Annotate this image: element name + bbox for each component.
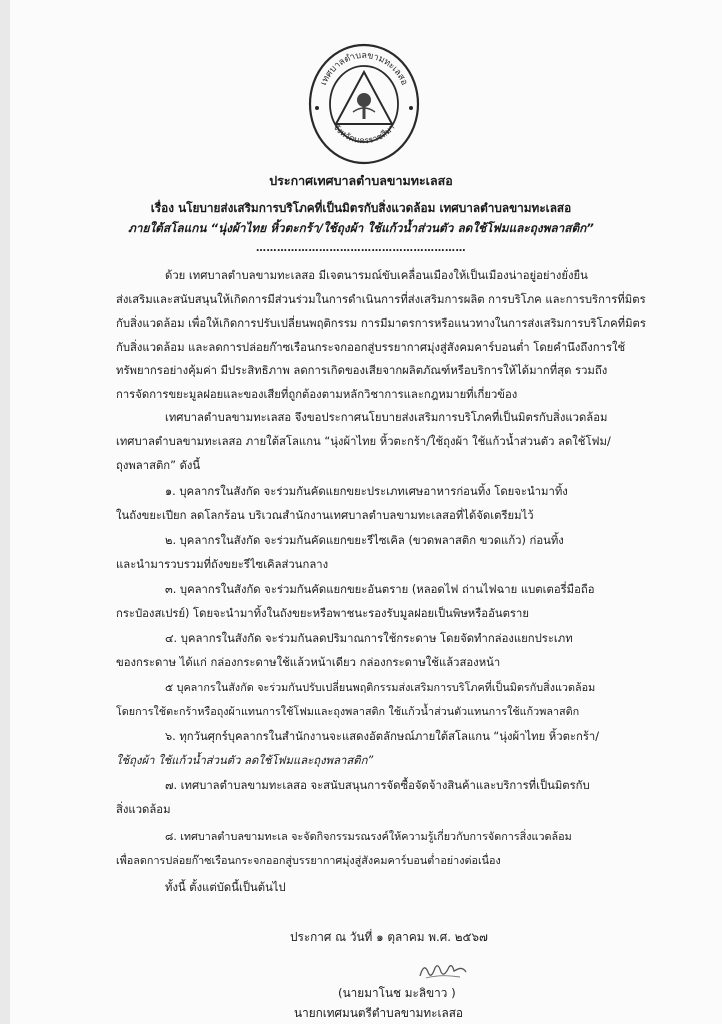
policy-item-4-cont: ของกระดาษ ได้แก่ กล่องกระดาษใช้แล้วหน้าเดียว กล่องกระดาษใช้แล้วสองหน้า (116, 656, 501, 669)
subject-line-1: เรื่อง นโยบายส่งเสริมการบริโภคที่เป็นมิตรกับสิ่งแวดล้อม เทศบาลตำบลขามทะเลสอ (150, 201, 572, 215)
seal-top-text: เทศบาลตำบลขามทะเลสอ (319, 50, 409, 87)
policy-item-3: ๓. บุคลากรในสังกัด จะร่วมกันคัดแยกขยะอันตราย (หลอดไฟ ถ่านไฟฉาย แบตเตอรี่มือถือ (165, 583, 595, 596)
policy-item-6: ๖. ทุกวันศุกร์บุคลากรในสำนักงานจะแสดงอัตลักษณ์ภายใต้สโลแกน “นุ่งผ้าไทย หิ้วตะกร้า/ (165, 730, 600, 743)
policy-item-3-cont: กระป๋องสเปรย์) โดยจะนำมาทิ้งในถังขยะหรือพาชนะรองรับมูลฝอยเป็นพิษหรืออันตราย (116, 607, 529, 620)
effective-statement: ทั้งนี้ ตั้งแต่บัดนี้เป็นต้นไป (165, 881, 286, 894)
scan-edge (0, 0, 10, 1024)
municipal-seal (307, 42, 421, 166)
policy-item-4: ๔. บุคลากรในสังกัด จะร่วมกันลดปริมาณการใช้กระดาษ โดยจัดทำกล่องแยกประเภท (165, 632, 573, 645)
policy-item-2: ๒. บุคลากรในสังกัด จะร่วมกันคัดแยกขยะรีไซเคิล (ขวดพลาสติก ขวดแก้ว) ก่อนทิ้ง (165, 534, 564, 547)
policy-item-5-cont: โดยการใช้ตะกร้าหรือถุงผ้าแทนการใช้โฟมและถุงพลาสติก ใช้แก้วน้ำส่วนตัวแทนการใช้แก้วพลาสติก (116, 705, 580, 718)
signer-name: (นายมาโนช มะลิขาว ) (338, 986, 456, 1000)
policy-line: เทศบาลตำบลขามทะเลสอ ภายใต้สโลแกน “นุ่งผ้าไทย หิ้วตะกร้า/ใช้ถุงผ้า ใช้แก้วน้ำส่วนตัว ลดใช้โฟม/ (116, 435, 611, 448)
policy-item-2-cont: และนำมารวบรวมที่ถังขยะรีไซเคิลส่วนกลาง (116, 558, 329, 571)
signer-title: นายกเทศมนตรีตำบลขามทะเลสอ (294, 1006, 464, 1020)
header-divider: …………………………………………………… (256, 243, 466, 254)
intro-line: ทรัพยากรอย่างคุ้มค่า มีประสิทธิภาพ ลดการเกิดของเสียจากผลิตภัณฑ์หรือบริการให้ได้มากที่สุด รวมถึง (116, 364, 608, 377)
intro-line: การจัดการขยะมูลฝอยและของเสียที่ถูกต้องตามหลักวิชาการและกฎหมายที่เกี่ยวข้อง (116, 388, 518, 401)
policy-item-7: ๗. เทศบาลตำบลขามทะเลสอ จะสนับสนุนการจัดซื้อจัดจ้างสินค้าและบริการที่เป็นมิตรกับ (165, 779, 590, 792)
subject-line-2: ภายใต้สโลแกน “นุ่งผ้าไทย หิ้วตะกร้า/ใช้ถุงผ้า ใช้แก้วน้ำส่วนตัว ลดใช้โฟมและถุงพลาสติก” (128, 221, 594, 235)
policy-line: เทศบาลตำบลขามทะเลสอ จึงขอประกาศนโยบายส่งเสริมการบริโภคที่เป็นมิตรกับสิ่งแวดล้อม (165, 411, 608, 424)
policy-line: ถุงพลาสติก” ดังนี้ (116, 459, 201, 472)
intro-line: ส่งเสริมและสนับสนุนให้เกิดการมีส่วนร่วมในการดำเนินการที่ส่งเสริมการผลิต การบริโภค และการบริการที่มิตร (116, 293, 646, 306)
announcement-title: ประกาศเทศบาลตำบลขามทะเลสอ (269, 173, 453, 188)
policy-item-8: ๘. เทศบาลตำบลขามทะเล จะจัดกิจกรรมรณรงค์ให้ความรู้เกี่ยวกับการจัดการสิ่งแวดล้อม (165, 830, 572, 843)
intro-line: กับสิ่งแวดล้อม และลดการปล่อยก๊าซเรือนกระจกออกสู่บรรยากาศมุ่งสู่สังคมคาร์บอนต่ำ โดยคำนึงถึงการใช้ (116, 341, 626, 354)
policy-item-7-cont: สิ่งแวดล้อม (116, 803, 171, 816)
seal-bottom-text: จังหวัดนครราชสีมา (330, 122, 398, 147)
intro-line: กับสิ่งแวดล้อม เพื่อให้เกิดการปรับเปลี่ยนพฤติกรรม การมีมาตรการหรือแนวทางในการส่งเสริมการบริโภคที่มิตร (116, 317, 646, 330)
policy-item-1-cont: ในถังขยะเปียก ลดโลกร้อน บริเวณสำนักงานเทศบาลตำบลขามทะเลสอที่ได้จัดเตรียมไว้ (116, 509, 534, 522)
handwritten-signature (416, 958, 470, 984)
announcement-date: ประกาศ ณ วันที่ ๑ ตุลาคม พ.ศ. ๒๕๖๗ (290, 930, 488, 944)
policy-item-5: ๕ บุคลากรในสังกัด จะร่วมกันปรับเปลี่ยนพฤติกรรมส่งเสริมการบริโภคที่เป็นมิตรกับสิ่งแวดล้อม (165, 681, 596, 694)
policy-item-8-cont: เพื่อลดการปล่อยก๊าซเรือนกระจกออกสู่บรรยากาศมุ่งสู่สังคมคาร์บอนต่ำอย่างต่อเนื่อง (116, 854, 501, 867)
intro-line: ด้วย เทศบาลตำบลขามทะเลสอ มีเจตนารมณ์ขับเคลื่อนเมืองให้เป็นเมืองน่าอยู่อย่างยั่งยืน (165, 269, 588, 282)
policy-item-6-cont: ใช้ถุงผ้า ใช้แก้วน้ำส่วนตัว ลดใช้โฟมและถุงพลาสติก” (116, 754, 374, 767)
policy-item-1: ๑. บุคลากรในสังกัด จะร่วมกันคัดแยกขยะประเภทเศษอาหารก่อนทิ้ง โดยจะนำมาทิ้ง (165, 485, 568, 498)
